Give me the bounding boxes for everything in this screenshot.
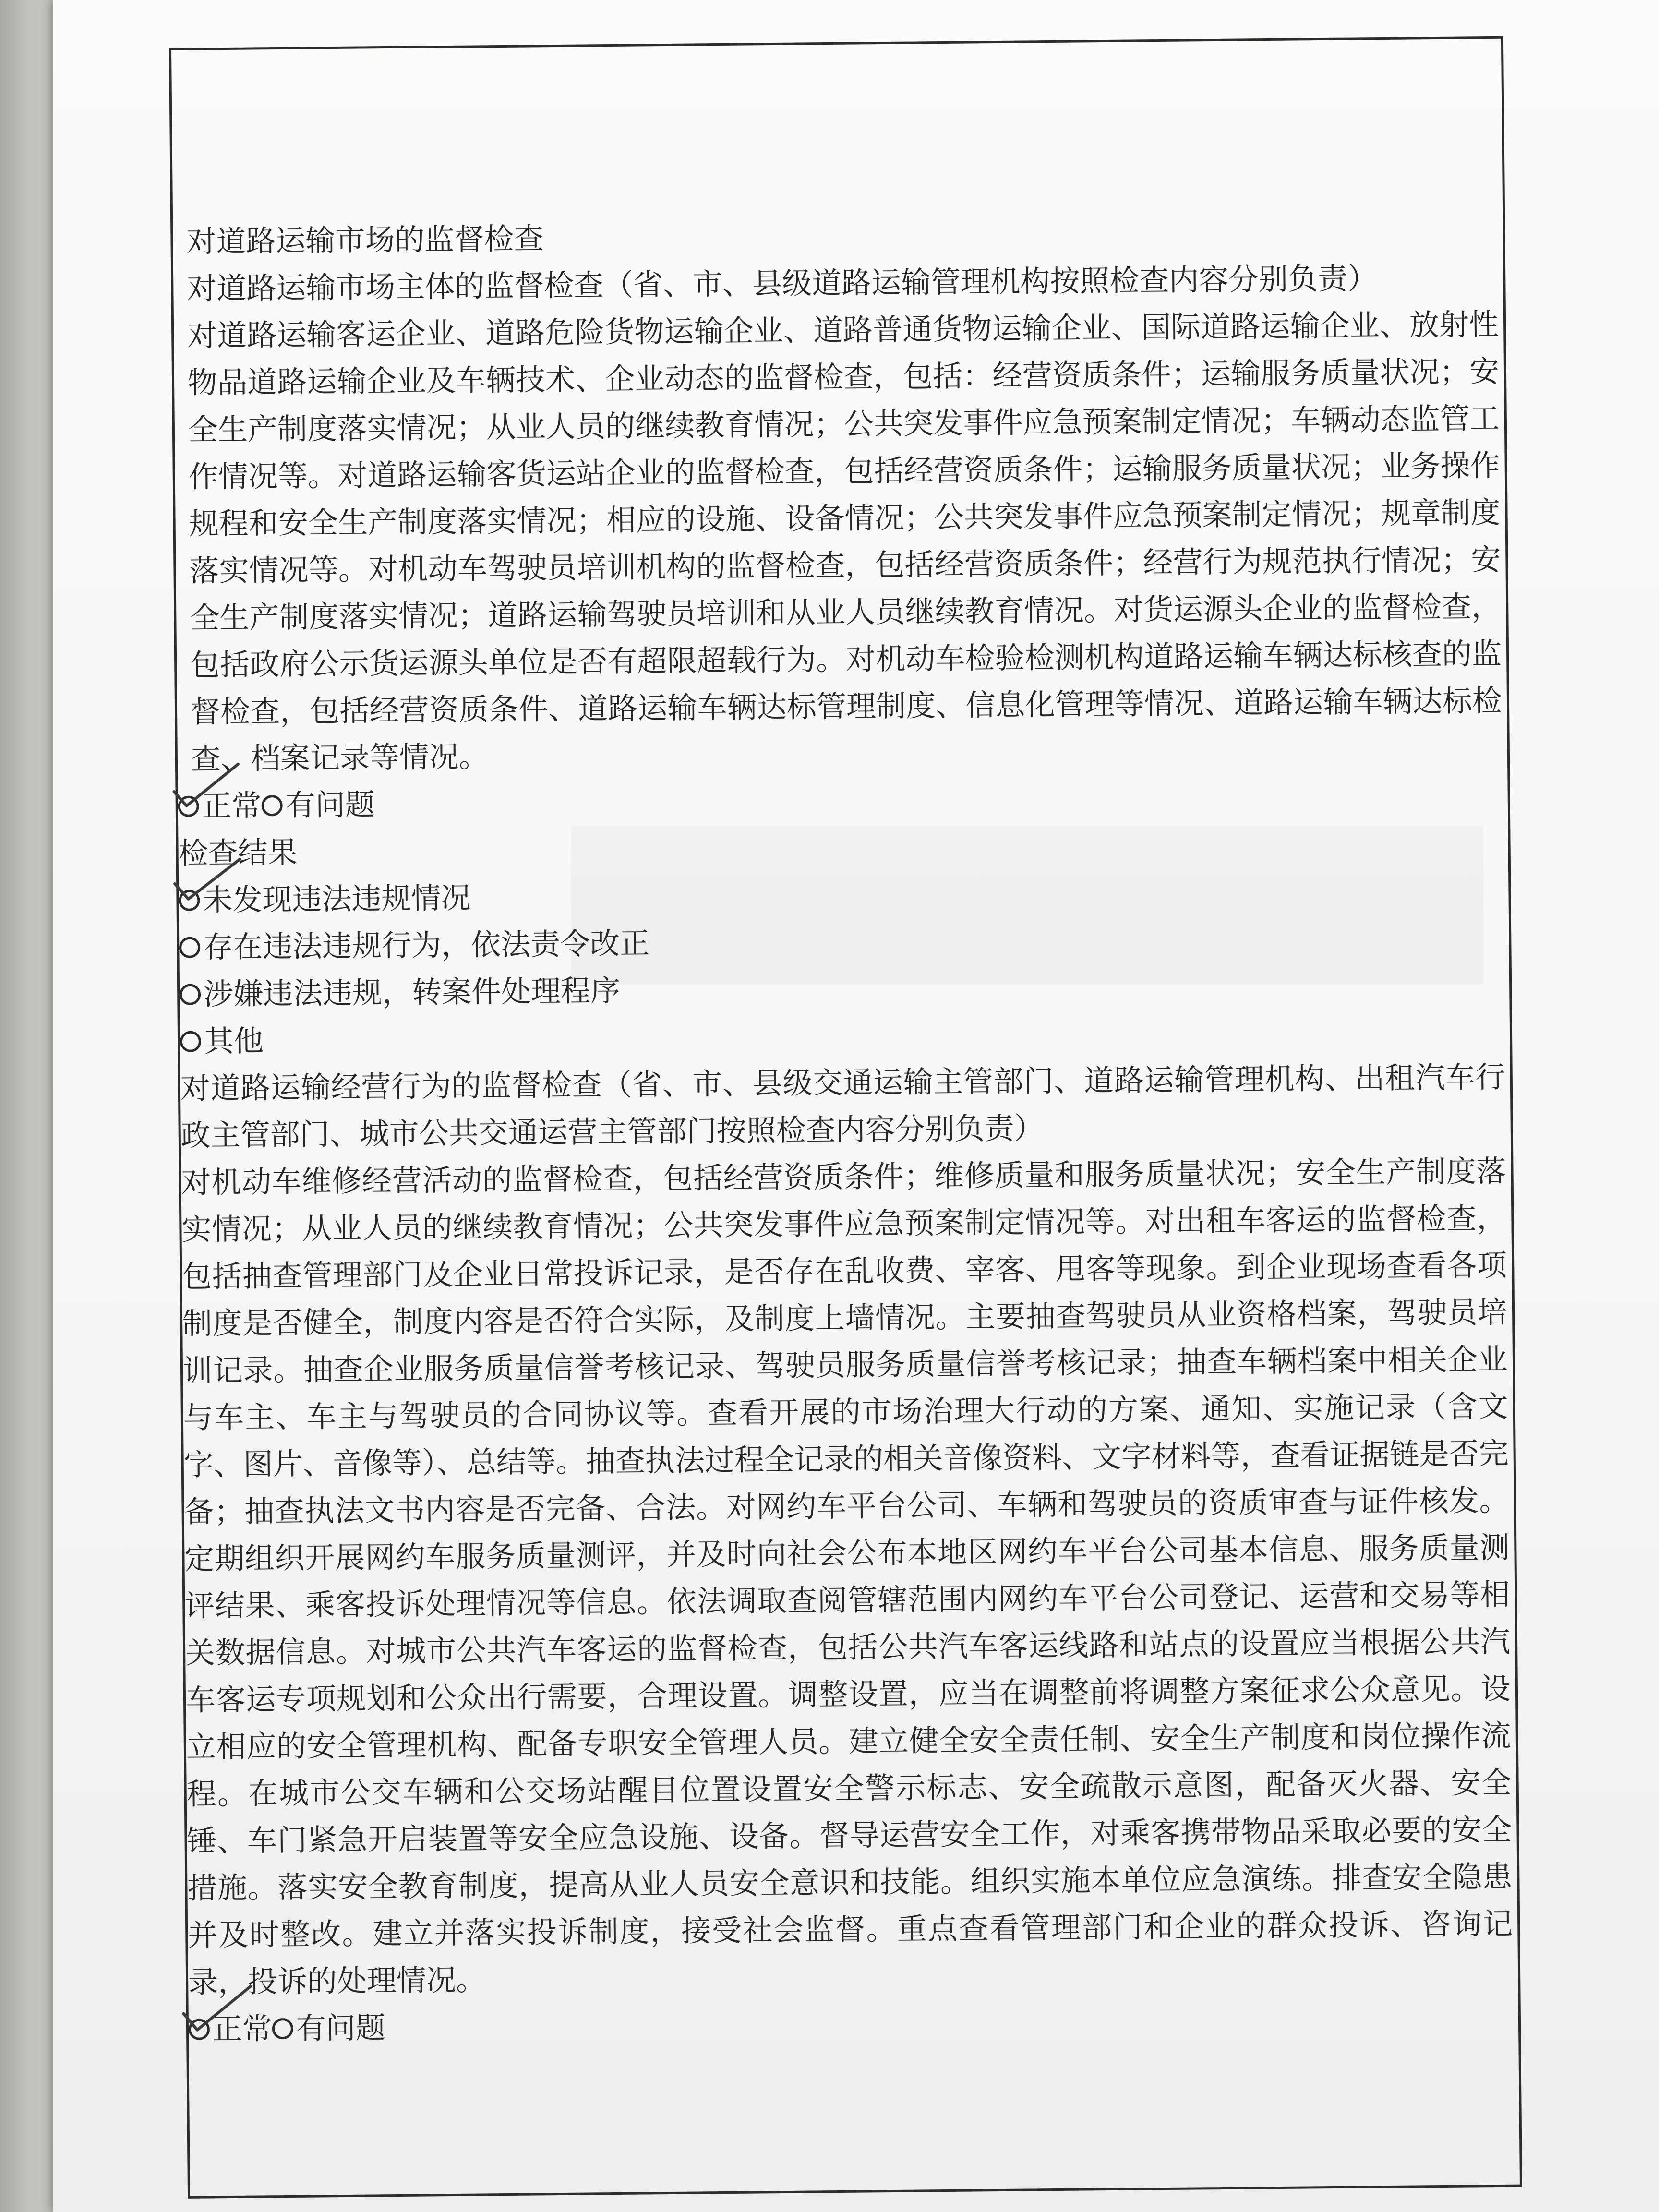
radio-icon xyxy=(179,937,200,958)
option-label: 其他 xyxy=(204,1023,264,1059)
form-heading: 对道路运输市场的监督检查 xyxy=(186,221,544,259)
result-option-transfer-case[interactable] xyxy=(180,967,621,1018)
option-label: 涉嫌违法违规，转案件处理程序 xyxy=(203,973,621,1012)
option-label: 正常 xyxy=(202,788,262,824)
result-label: 检查结果 xyxy=(178,834,298,871)
radio-icon xyxy=(180,1031,201,1052)
radio-checked-icon xyxy=(178,796,199,817)
radio-icon xyxy=(262,795,283,816)
section1-title: 对道路运输市场主体的监督检查（省、市、县级道路运输管理机构按照检查内容分别负责） xyxy=(186,261,1378,306)
radio-checked-icon xyxy=(179,890,200,911)
option-label: 有问题 xyxy=(285,787,375,823)
radio-icon xyxy=(272,2018,293,2039)
section2-status-problem[interactable] xyxy=(272,2004,386,2052)
radio-icon xyxy=(180,984,201,1005)
section2-body: 对机动车维修经营活动的监督检查，包括经营资质条件；维修质量和服务质量状况；安全生产制度落实情况；从业人员的继续教育情况；公共突发事件应急预案制定情况等。对出租车客运的监督检查，包括抽查管理部门及企业日常投诉记录，是否存在乱收费、宰客、甩客等现象。到企业现场查看各项制度是否健全，制度内容是否符合实际，及制度上墙情况。主要抽查驾驶员从业资格档案，驾驶员培训记录。抽查企业服务质量信誉考核记录、驾驶员服务质量信誉考核记录；抽查车辆档案中相关企业与车主、车主与驾驶员的合同协议等。查看开展的市场治理大行动的方案、通知、实施记录（含文字、图片、音像等）、总结等。抽查执法过程全记录的相关音像资料、文字材料等，查看证据链是否完备；抽查执法文书内容是否完备、合法。对网约车平台公司、车辆和驾驶员的资质审查与证件核发。定期组织开展网约车服务质量测评，并及时向社会公布本地区网约车平台公司基本信息、服务质量测评结果、乘客投诉处理情况等信息。依法调取查阅管辖范围内网约车平台公司登记、运营和交易等相关数据信息。对城市公共汽车客运的监督检查，包括公共汽车客运线路和站点的设置应当根据公共汽车客运专项规划和公众出行需要，合理设置。调整设置，应当在调整前将调整方案征求公众意见。设立相应的安全管理机构、配备专职安全管理人员。建立健全安全责任制、安全生产制度和岗位操作流程。在城市公交车辆和公交场站醒目位置设置安全警示标志、安全疏散示意图，配备灭火器、安全锤、车门紧急开启装置等安全应急设施、设备。督导运营安全工作，对乘客携带物品采取必要的安全措施。落实安全教育制度，提高从业人员安全意识和技能。组织实施本单位应急演练。排查安全隐患并及时整改。建立并落实投诉制度，接受社会监督。重点查看管理部门和企业的群众投诉、咨询记录，投诉的处理情况。 xyxy=(181,1153,1513,2000)
inspection-form xyxy=(173,207,1514,2053)
option-label: 存在违法违规行为，依法责令改正 xyxy=(203,926,650,965)
option-label: 正常 xyxy=(212,2011,273,2047)
option-label: 有问题 xyxy=(296,2010,386,2046)
radio-checked-icon xyxy=(189,2019,210,2040)
option-label: 未发现违法违规情况 xyxy=(203,880,471,918)
result-option-no-violation[interactable] xyxy=(179,875,471,924)
section1-status-problem[interactable] xyxy=(261,781,375,829)
section2-title: 对道路运输经营行为的监督检查（省、市、县级交通运输主管部门、道路运输管理机构、出租汽车行政主管部门、城市公共交通运营主管部门按照检查内容分别负责） xyxy=(180,1059,1506,1153)
result-option-order-correction[interactable] xyxy=(179,920,650,971)
section2-status-normal[interactable] xyxy=(188,2005,272,2053)
section1-status-normal[interactable] xyxy=(178,782,262,830)
section1-body: 对道路运输客运企业、道路危险货物运输企业、道路普通货物运输企业、国际道路运输企业、放射性物品道路运输企业及车辆技术、企业动态的监督检查，包括：经营资质条件；运输服务质量状况；安全生产制度落实情况；从业人员的继续教育情况；公共突发事件应急预案制定情况；车辆动态监管工作情况等。对道路运输客货运站企业的监督检查，包括经营资质条件；运输服务质量状况；业务操作规程和安全生产制度落实情况；相应的设施、设备情况；公共突发事件应急预案制定情况；规章制度落实情况等。对机动车驾驶员培训机构的监督检查，包括经营资质条件；经营行为规范执行情况；安全生产制度落实情况；道路运输驾驶员培训和从业人员继续教育情况。对货运源头企业的监督检查，包括政府公示货运源头单位是否有超限超载行为。对机动车检验检测机构道路运输车辆达标核查的监督检查，包括经营资质条件、道路运输车辆达标管理制度、信息化管理等情况、道路运输车辆达标检查、档案记录等情况。 xyxy=(187,306,1503,777)
result-option-other[interactable] xyxy=(180,1017,264,1065)
